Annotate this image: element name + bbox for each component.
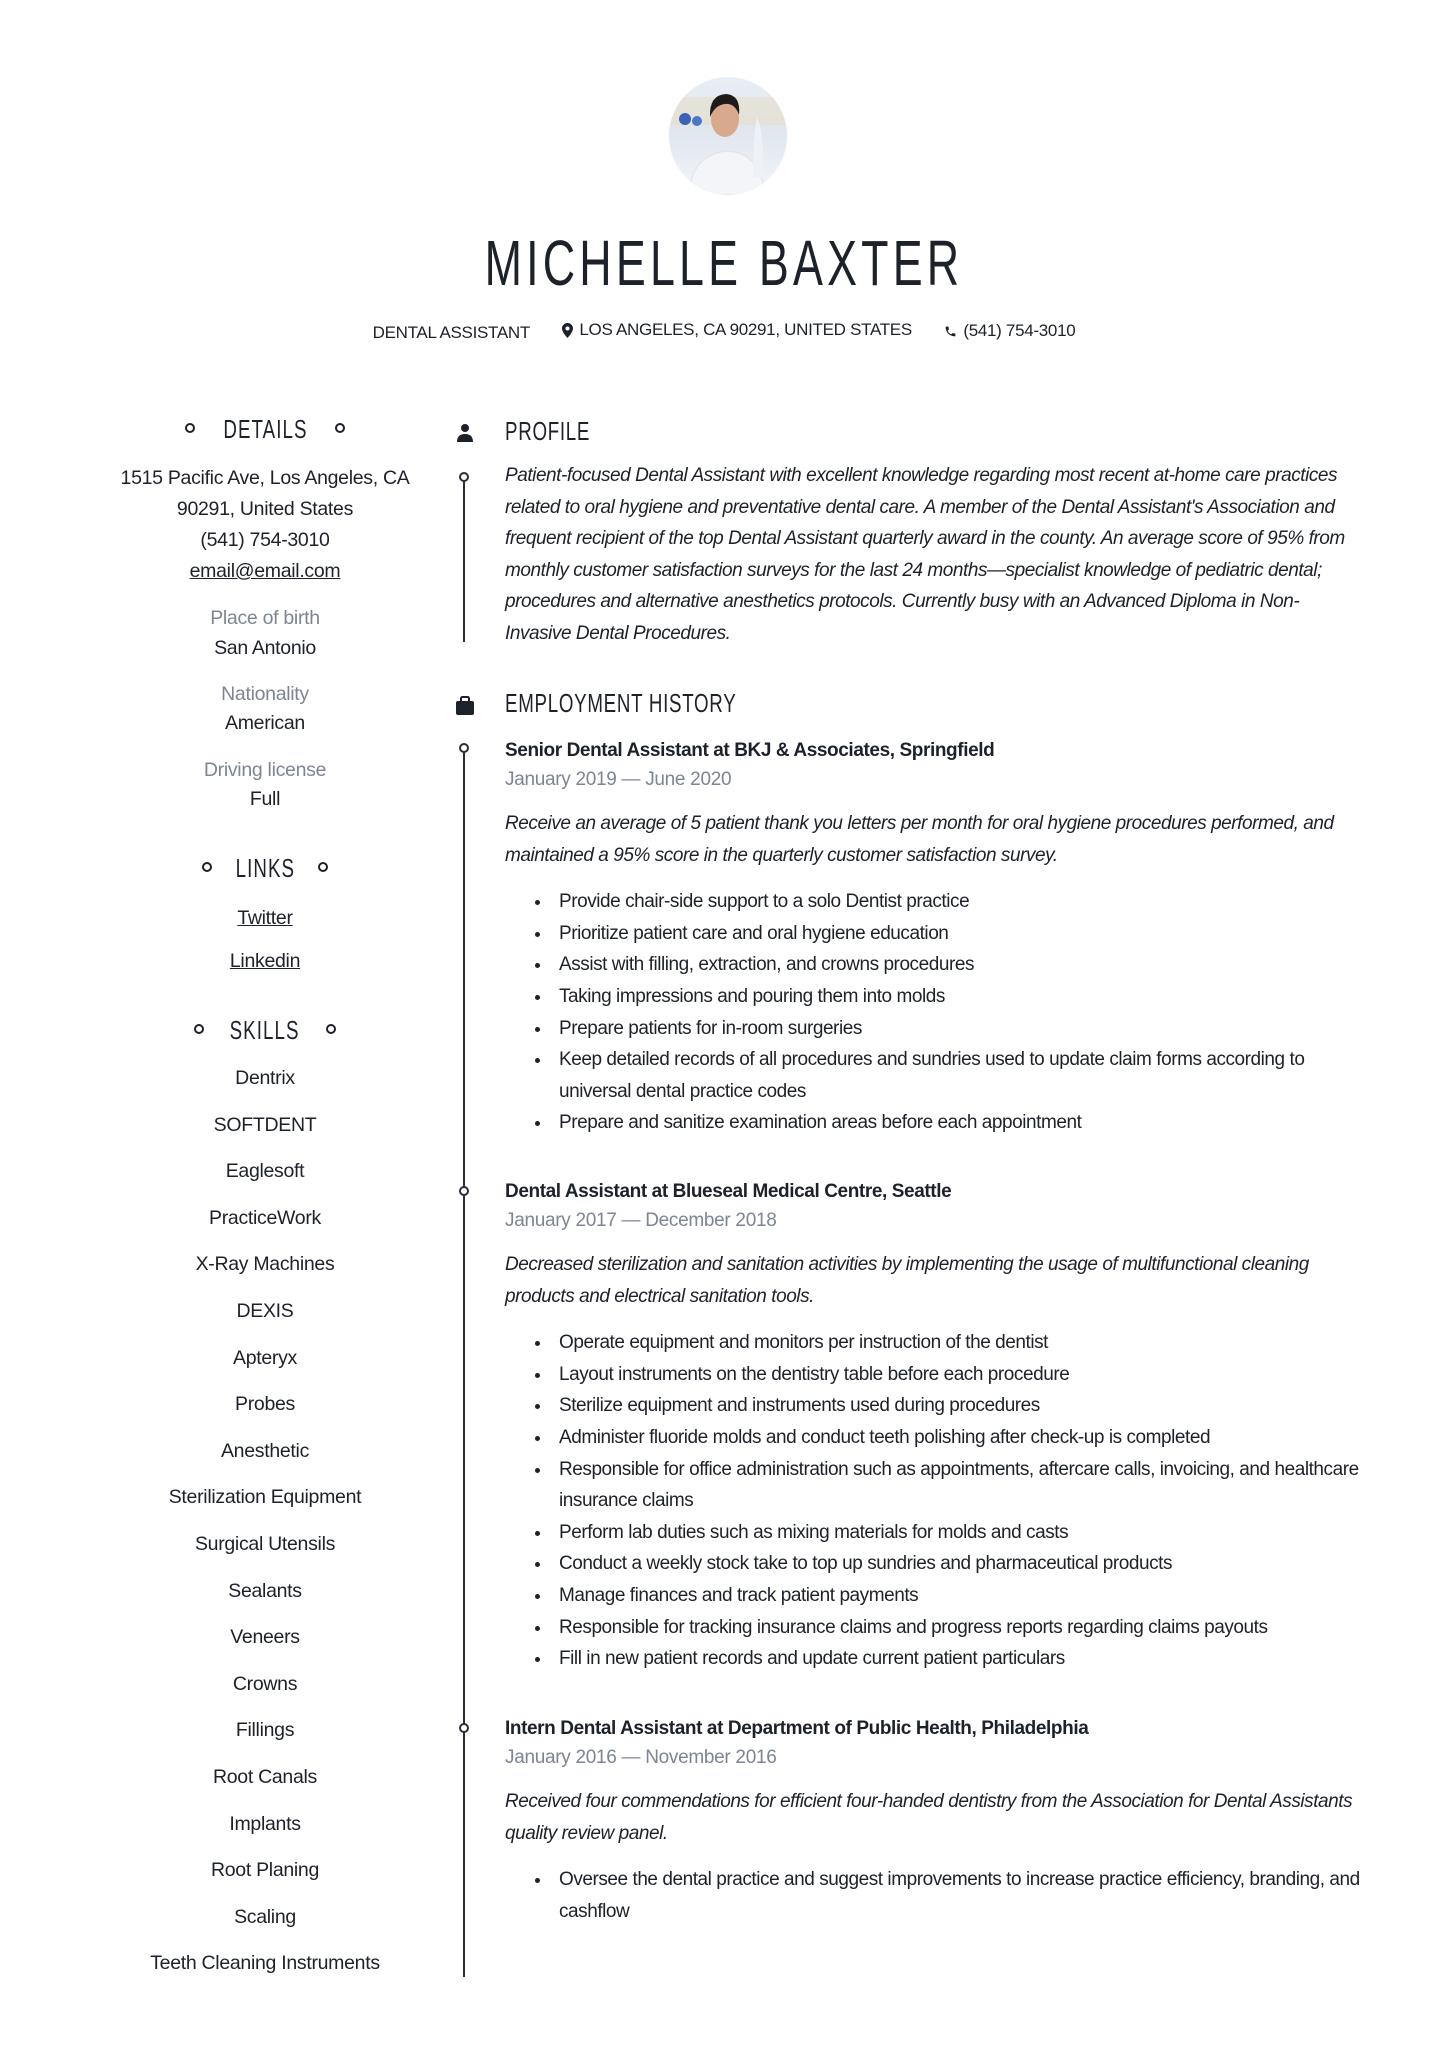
driving-license-value: Full [249, 788, 281, 810]
timeline-node [459, 472, 469, 482]
job-bullet: Oversee the dental practice and suggest improvements to increase practice efficiency, branding, and cashflow [505, 1864, 1365, 1927]
profile-text: Patient-focused Dental Assistant with excellent knowledge regarding most recent at-home care practices related to oral hygiene and preventative dental care. A member of the Dental Assistant's Association and frequent recipient of the top Dental Assistant quarterly award in the county. An average score of 95% from monthly customer satisfaction surveys for the last 24 months—specialist knowledge of pediatric dental; procedures and alternative anesthetics protocols. Currently busy with an Advanced Diploma in Non-Invasive Dental Procedures. [505, 465, 1345, 644]
skill-item: Sealants [228, 1579, 302, 1602]
job-bullet: Conduct a weekly stock take to top up sundries and pharmaceutical products [505, 1548, 1365, 1580]
job-bullet: Prepare patients for in-room surgeries [505, 1013, 1365, 1045]
briefcase-icon [454, 695, 476, 717]
job-bullets [505, 886, 1365, 1139]
profile-heading: PROFILE [505, 416, 591, 446]
job-title: Senior Dental Assistant at BKJ & Associates, Springfield [505, 740, 995, 761]
job-bullet: Administer fluoride molds and conduct teeth polishing after check-up is completed [505, 1422, 1365, 1454]
job-entry [505, 1714, 1365, 1927]
job-bullet: Keep detailed records of all procedures and sundries used to update claim forms according to universal dental practice codes [505, 1044, 1365, 1107]
details-heading: DETAILS [112, 414, 418, 445]
employment-heading: EMPLOYMENT HISTORY [505, 688, 737, 718]
job-bullets [505, 1327, 1365, 1675]
job-bullet: Responsible for office administration such as appointments, aftercare calls, invoicing, and healthcare insurance claims [505, 1454, 1365, 1517]
job-bullets [505, 1864, 1365, 1927]
skill-item: Probes [235, 1393, 295, 1416]
skill-item: Surgical Utensils [194, 1533, 336, 1555]
circle-icon [202, 862, 212, 872]
circle-icon [185, 423, 195, 433]
links-heading: LINKS [112, 853, 418, 884]
circle-icon [318, 862, 328, 872]
job-bullet: Provide chair-side support to a solo Dentist practice [505, 886, 1365, 918]
driving-license-label: Driving license [203, 759, 327, 781]
job-bullet: Prioritize patient care and oral hygiene education [505, 918, 1365, 950]
avatar-image [669, 77, 787, 195]
skill-item: Fillings [235, 1719, 295, 1742]
job-bullet: Operate equipment and monitors per instruction of the dentist [505, 1327, 1365, 1359]
job-title: DENTAL ASSISTANT [372, 322, 530, 342]
job-dates: January 2017 — December 2018 [505, 1210, 777, 1231]
timeline-line-profile [463, 476, 465, 642]
timeline-node [459, 1723, 469, 1733]
details-email-link[interactable]: email@email.com [189, 560, 341, 582]
job-bullet: Taking impressions and pouring them into molds [505, 981, 1365, 1013]
job-entry [505, 1177, 1365, 1675]
skills-heading: SKILLS [112, 1015, 418, 1046]
timeline-line-employment [463, 747, 465, 1977]
timeline-node [459, 743, 469, 753]
job-title: Dental Assistant at Blueseal Medical Centre, Seattle [505, 1181, 952, 1202]
job-summary: Receive an average of 5 patient thank you letters per month for oral hygiene procedures performed, and maintained a 95% score in the quarterly customer satisfaction survey. [505, 813, 1334, 866]
job-bullet: Responsible for tracking insurance claims and progress reports regarding claims payouts [505, 1612, 1365, 1644]
skill-item: Veneers [230, 1626, 300, 1649]
map-pin-icon [562, 323, 573, 338]
skill-item: X-Ray Machines [195, 1253, 335, 1276]
job-bullet: Layout instruments on the dentistry table before each procedure [505, 1359, 1365, 1391]
nationality-label: Nationality [221, 683, 309, 705]
phone [944, 321, 1075, 341]
skill-item: PracticeWork [209, 1206, 321, 1229]
skill-item: Teeth Cleaning Instruments [150, 1952, 380, 1975]
nationality-value: American [225, 712, 305, 734]
skill-item: Implants [229, 1812, 301, 1835]
candidate-name: MICHELLE BAXTER [484, 227, 964, 299]
job-bullet: Manage finances and track patient payments [505, 1580, 1365, 1612]
circle-icon [194, 1024, 204, 1034]
skill-item: Root Canals [212, 1766, 317, 1788]
skill-item: SOFTDENT [213, 1113, 317, 1136]
link-twitter[interactable]: Twitter [237, 907, 293, 929]
details-address-line1: 1515 Pacific Ave, Los Angeles, CA [120, 467, 410, 489]
job-dates: January 2016 — November 2016 [505, 1747, 777, 1768]
location [562, 320, 911, 340]
skill-item: Eaglesoft [225, 1160, 305, 1183]
location-text: LOS ANGELES, CA 90291, UNITED STATES [579, 320, 912, 339]
skill-item: Anesthetic [220, 1439, 310, 1462]
job-bullet: Perform lab duties such as mixing materials for molds and casts [505, 1517, 1365, 1549]
job-bullet: Sterilize equipment and instruments used during procedures [505, 1390, 1365, 1422]
phone-text: (541) 754-3010 [963, 321, 1076, 340]
skill-item: Apteryx [232, 1346, 297, 1369]
job-summary: Decreased sterilization and sanitation activities by implementing the usage of multifunctional cleaning products and electrical sanitation tools. [505, 1254, 1309, 1307]
skill-item: DEXIS [236, 1300, 294, 1322]
circle-icon [326, 1024, 336, 1034]
job-title: Intern Dental Assistant at Department of Public Health, Philadelphia [505, 1718, 1089, 1739]
job-bullet: Prepare and sanitize examination areas before each appointment [505, 1107, 1365, 1139]
job-summary: Received four commendations for efficient four-handed dentistry from the Association for Dental Assistants quality review panel. [505, 1791, 1353, 1844]
details-address-line2: 90291, United States [176, 498, 354, 520]
phone-icon [944, 325, 957, 338]
skill-item: Sterilization Equipment [168, 1486, 362, 1509]
link-linkedin[interactable]: Linkedin [229, 950, 301, 972]
skill-item: Crowns [232, 1672, 298, 1695]
profile-photo [669, 77, 787, 195]
person-icon [454, 422, 476, 444]
timeline-node [459, 1186, 469, 1196]
job-dates: January 2019 — June 2020 [505, 769, 732, 790]
skill-item: Dentrix [235, 1067, 295, 1089]
job-bullet: Assist with filling, extraction, and crowns procedures [505, 949, 1365, 981]
place-of-birth-value: San Antonio [214, 637, 316, 659]
header-subtitle [0, 320, 1448, 343]
job-entry [505, 736, 1365, 1139]
details-phone: (541) 754-3010 [200, 529, 330, 551]
skill-item: Scaling [234, 1905, 296, 1928]
job-bullet: Fill in new patient records and update current patient particulars [505, 1643, 1365, 1675]
circle-icon [335, 423, 345, 433]
place-of-birth-label: Place of birth [210, 607, 320, 629]
skill-item: Root Planing [210, 1859, 320, 1882]
